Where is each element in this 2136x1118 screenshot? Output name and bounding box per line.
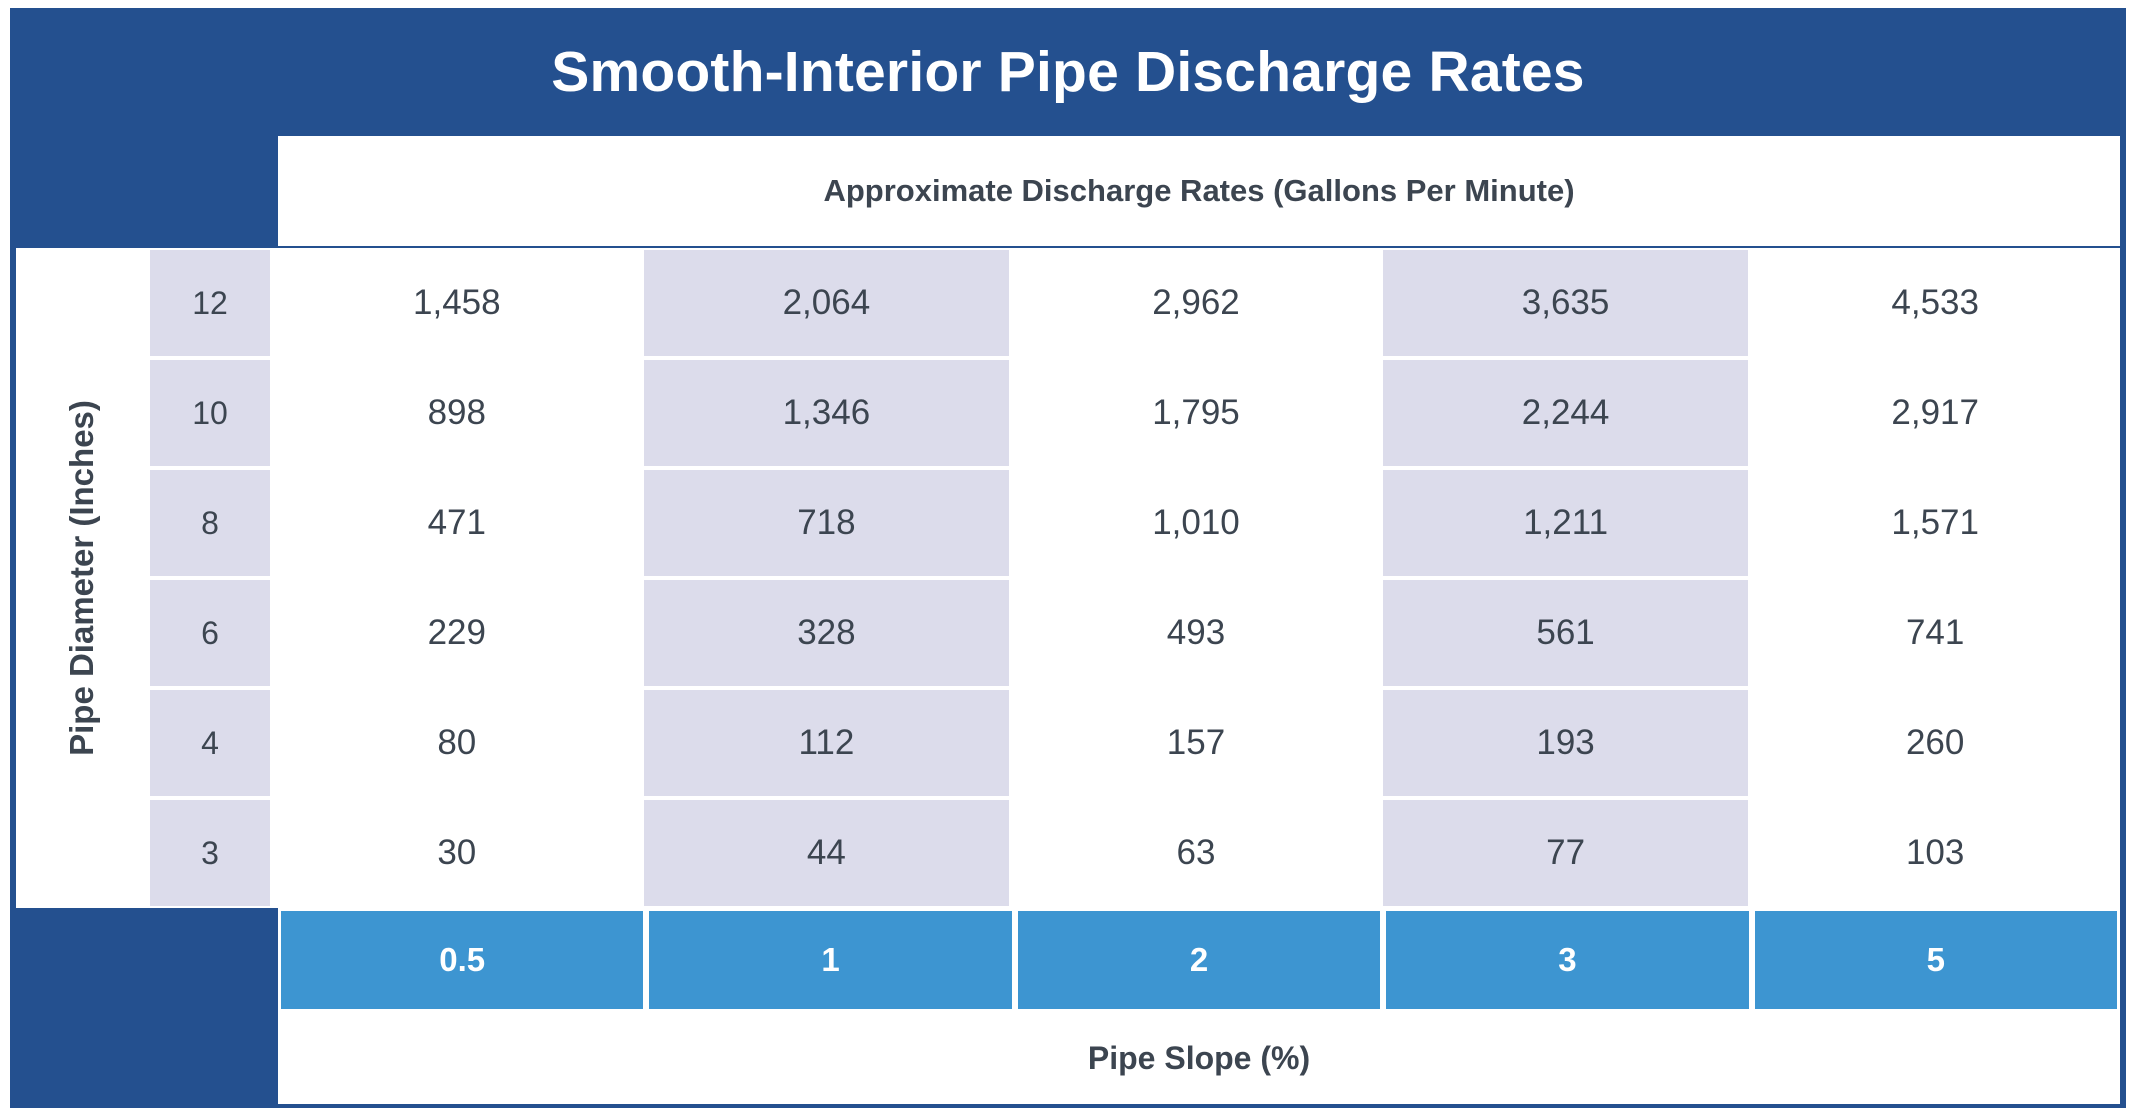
data-cell: 493 — [1011, 578, 1381, 688]
column-header-cell: 1 — [646, 908, 1014, 1012]
column-header-row — [10, 908, 2126, 1012]
data-cell: 260 — [1750, 688, 2120, 798]
data-cell: 2,244 — [1381, 358, 1751, 468]
row-header-cell: 3 — [148, 798, 272, 908]
row-header-cell: 10 — [148, 358, 272, 468]
data-cell: 4,533 — [1750, 248, 2120, 358]
data-cell: 80 — [272, 688, 642, 798]
data-cell: 1,795 — [1011, 358, 1381, 468]
row-header-cell: 6 — [148, 578, 272, 688]
data-cell: 2,064 — [642, 248, 1012, 358]
data-cell: 2,917 — [1750, 358, 2120, 468]
data-cell: 1,346 — [642, 358, 1012, 468]
data-cell: 30 — [272, 798, 642, 908]
page-title: Smooth-Interior Pipe Discharge Rates — [551, 40, 1585, 104]
data-cell: 77 — [1381, 798, 1751, 908]
x-axis-label: Pipe Slope (%) — [1087, 1039, 1311, 1076]
data-cell: 44 — [642, 798, 1012, 908]
title-bar — [10, 8, 2126, 136]
data-cell: 718 — [642, 468, 1012, 578]
data-cell: 1,458 — [272, 248, 642, 358]
column-header-cell: 3 — [1383, 908, 1751, 1012]
data-cell: 898 — [272, 358, 642, 468]
data-cell: 2,962 — [1011, 248, 1381, 358]
table-body — [10, 248, 2126, 908]
table-row — [148, 578, 2120, 688]
column-header-cells — [278, 908, 2120, 1012]
data-cell: 63 — [1011, 798, 1381, 908]
column-header-cell: 0.5 — [278, 908, 646, 1012]
row-header-cell: 12 — [148, 248, 272, 358]
discharge-rate-table — [10, 8, 2126, 1108]
data-cell: 112 — [642, 688, 1012, 798]
table-row — [148, 468, 2120, 578]
y-axis-label-column — [16, 248, 148, 908]
table-row — [148, 798, 2120, 908]
table-row — [148, 248, 2120, 358]
subheader-label: Approximate Discharge Rates (Gallons Per Minute) — [823, 173, 1575, 208]
row-header-cell: 8 — [148, 468, 272, 578]
data-cell: 328 — [642, 578, 1012, 688]
y-axis-label: Pipe Diameter (Inches) — [63, 400, 100, 756]
x-axis-label-row — [10, 1012, 2126, 1108]
row-header-cell: 4 — [148, 688, 272, 798]
data-cell: 1,571 — [1750, 468, 2120, 578]
data-cell: 193 — [1381, 688, 1751, 798]
subheader-row — [10, 136, 2126, 248]
table-row — [148, 688, 2120, 798]
data-cell: 103 — [1750, 798, 2120, 908]
table-row — [148, 358, 2120, 468]
data-grid — [148, 248, 2120, 908]
data-cell: 229 — [272, 578, 642, 688]
data-cell: 3,635 — [1381, 248, 1751, 358]
data-cell: 1,211 — [1381, 468, 1751, 578]
x-axis-label-cell — [278, 1012, 2120, 1104]
column-header-spacer — [10, 908, 278, 1012]
data-cell: 561 — [1381, 578, 1751, 688]
column-header-cell: 2 — [1015, 908, 1383, 1012]
subheader-cell — [278, 136, 2120, 246]
x-axis-label-spacer — [10, 1012, 278, 1108]
data-cell: 157 — [1011, 688, 1381, 798]
column-header-cell: 5 — [1752, 908, 2120, 1012]
data-cell: 1,010 — [1011, 468, 1381, 578]
data-cell: 471 — [272, 468, 642, 578]
subheader-spacer — [10, 136, 278, 248]
data-cell: 741 — [1750, 578, 2120, 688]
